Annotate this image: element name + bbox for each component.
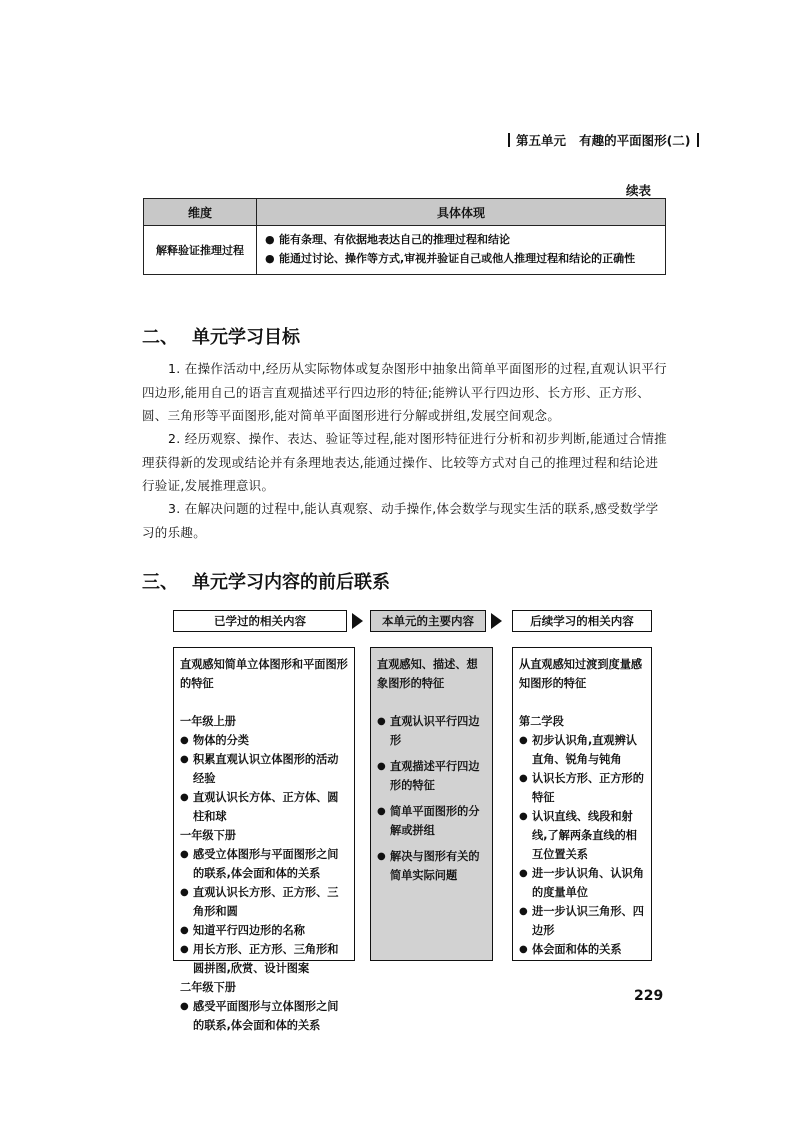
bullet-icon: ●	[180, 887, 189, 898]
list-item	[519, 940, 645, 959]
flow-header-previous: 已学过的相关内容	[173, 610, 347, 632]
paragraph: 1. 在操作活动中,经历从实际物体或复杂图形中抽象出简单平面图形的过程,直观认识平行四边形,能用自己的语言直观描述平行四边形的特征;能辨认平行四边形、长方形、正方形、圆、三角形等平面图形,能对简单平面图形进行分解或拼组,发展空间观念。	[142, 361, 667, 423]
arrow-right-icon	[352, 613, 363, 629]
section-heading	[142, 568, 390, 594]
bullet-icon: ●	[180, 944, 189, 955]
grade-label: 一年级上册	[180, 715, 236, 728]
list-item	[519, 731, 645, 769]
list-item	[180, 940, 348, 978]
previous-content-box	[173, 647, 355, 1032]
section-title: 单元学习内容的前后联系	[192, 572, 390, 593]
list-item	[180, 750, 348, 788]
list-item	[519, 864, 645, 902]
flow-header-current: 本单元的主要内容	[370, 610, 486, 632]
dimension-table	[143, 198, 666, 275]
list-item	[265, 230, 657, 249]
arrow-right-icon	[491, 613, 502, 629]
item-text: 直观认识平行四边形	[390, 715, 480, 747]
bullet-icon: ●	[519, 868, 528, 879]
bullet-icon: ●	[377, 761, 386, 772]
list-item	[180, 788, 348, 826]
grade-label: 二年级下册	[180, 981, 236, 994]
item-text: 知道平行四边形的名称	[193, 924, 305, 937]
bullet-icon: ●	[519, 811, 528, 822]
item-text: 直观描述平行四边形的特征	[390, 760, 480, 792]
list-item	[180, 883, 348, 921]
bullet-icon: ●	[519, 773, 528, 784]
section-number: 三、	[142, 572, 178, 593]
item-text: 体会面和体的关系	[532, 943, 622, 956]
header-unit: 第五单元	[516, 133, 567, 148]
header-divider	[697, 133, 699, 147]
bullet-icon: ●	[265, 252, 275, 265]
list-item	[180, 845, 348, 883]
paragraph: 3. 在解决问题的过程中,能认真观察、动手操作,体会数学与现实生活的联系,感受数学学习的乐趣。	[142, 501, 659, 540]
section-title: 单元学习目标	[192, 327, 300, 348]
bullet-text: 能通过讨论、操作等方式,审视并验证自己或他人推理过程和结论的正确性	[279, 252, 636, 265]
item-text: 物体的分类	[193, 734, 249, 747]
table-row	[144, 226, 666, 275]
bullet-icon: ●	[180, 735, 189, 746]
section-heading	[142, 323, 300, 349]
item-text: 进一步认识三角形、四边形	[532, 905, 644, 937]
bullet-icon: ●	[519, 735, 528, 746]
column-intro: 直观感知简单立体图形和平面图形的特征	[180, 658, 348, 690]
bullet-icon: ●	[377, 716, 386, 727]
list-item	[180, 921, 348, 940]
column-header: 维度	[144, 199, 257, 226]
item-text: 积累直观认识立体图形的活动经验	[193, 753, 339, 785]
list-item	[265, 249, 657, 268]
bullet-icon: ●	[180, 792, 189, 803]
running-header	[502, 131, 705, 149]
bullet-icon: ●	[265, 233, 275, 246]
list-item	[377, 757, 486, 795]
flow-header-next: 后续学习的相关内容	[512, 610, 652, 632]
item-text: 认识直线、线段和射线,了解两条直线的相互位置关系	[532, 810, 637, 861]
current-content-box	[370, 647, 493, 961]
bullet-icon: ●	[377, 851, 386, 862]
list-item	[377, 712, 486, 750]
list-item	[519, 769, 645, 807]
item-text: 解决与图形有关的简单实际问题	[390, 850, 480, 882]
column-intro: 直观感知、描述、想象图形的特征	[377, 658, 478, 690]
list-item	[519, 902, 645, 940]
stage-label: 第二学段	[519, 715, 564, 728]
item-text: 感受平面图形与立体图形之间的联系,体会面和体的关系	[193, 1000, 339, 1032]
item-text: 进一步认识角、认识角的度量单位	[532, 867, 644, 899]
bullet-icon: ●	[180, 1001, 189, 1012]
item-text: 用长方形、正方形、三角形和圆拼图,欣赏、设计图案	[193, 943, 339, 975]
header-divider	[508, 133, 510, 147]
bullet-icon: ●	[377, 806, 386, 817]
bullet-icon: ●	[519, 944, 528, 955]
table-header-row	[144, 199, 666, 226]
list-item	[377, 847, 486, 885]
bullet-icon: ●	[180, 754, 189, 765]
item-text: 直观认识长方形、正方形、三角形和圆	[193, 886, 339, 918]
section-number: 二、	[142, 327, 178, 348]
item-text: 简单平面图形的分解或拼组	[390, 805, 480, 837]
item-text: 初步认识角,直观辨认直角、锐角与钝角	[532, 734, 637, 766]
list-item	[377, 802, 486, 840]
list-item	[519, 807, 645, 864]
paragraph: 2. 经历观察、操作、表达、验证等过程,能对图形特征进行分析和初步判断,能通过合情推理获得新的发现或结论并有条理地表达,能通过操作、比较等方式对自己的推理过程和结论进行验证,发展推理意识。	[142, 431, 667, 493]
column-intro: 从直观感知过渡到度量感知图形的特征	[519, 658, 643, 690]
detail-cell	[257, 226, 666, 275]
header-title: 有趣的平面图形(二)	[579, 133, 691, 148]
list-item	[180, 731, 348, 750]
item-text: 直观认识长方体、正方体、圆柱和球	[193, 791, 339, 823]
bullet-text: 能有条理、有依据地表达自己的推理过程和结论	[279, 233, 510, 246]
page-number: 229	[634, 988, 664, 1004]
bullet-icon: ●	[519, 906, 528, 917]
grade-label: 一年级下册	[180, 829, 236, 842]
next-content-box	[512, 647, 652, 961]
dimension-cell: 解释验证推理过程	[144, 226, 257, 275]
column-header: 具体体现	[257, 199, 666, 226]
continued-label: 续表	[626, 183, 652, 198]
list-item	[180, 997, 348, 1035]
item-text: 感受立体图形与平面图形之间的联系,体会面和体的关系	[193, 848, 339, 880]
item-text: 认识长方形、正方形的特征	[532, 772, 644, 804]
bullet-icon: ●	[180, 849, 189, 860]
bullet-icon: ●	[180, 925, 189, 936]
